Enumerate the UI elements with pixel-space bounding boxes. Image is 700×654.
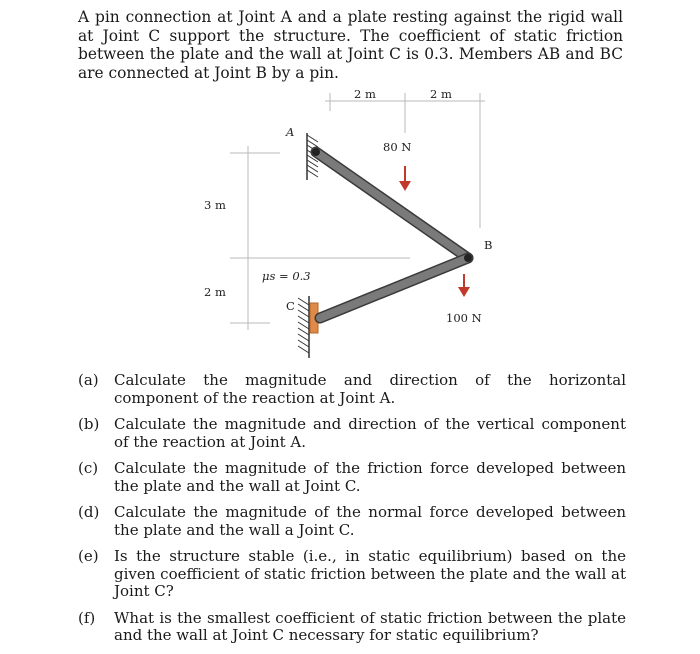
member-bc — [320, 258, 468, 318]
force-label-100n: 100 N — [446, 311, 482, 325]
pin-b — [464, 254, 472, 262]
dim-top-left: 2 m — [354, 87, 376, 101]
dim-left-lower: 2 m — [204, 285, 226, 299]
question-item — [78, 460, 626, 495]
question-item — [78, 610, 626, 645]
question-text: Is the structure stable (i.e., in static equilibrium) based on the given coefficient of static friction between the plate and the wall at Joint C? — [114, 547, 626, 600]
question-text: Calculate the magnitude of the friction force developed between the plate and the wall at Joint C. — [114, 459, 626, 495]
force-arrow-100n — [458, 274, 470, 297]
joint-b-label: B — [484, 238, 493, 252]
question-label: (f) — [78, 608, 96, 627]
question-list — [78, 372, 626, 654]
pin-a — [312, 148, 320, 156]
dimension-lines — [230, 93, 485, 330]
force-label-80n: 80 N — [383, 140, 412, 154]
question-label: (a) — [78, 371, 99, 389]
question-text: Calculate the magnitude of the normal force developed between the plate and the wall a Joint C. — [114, 503, 626, 539]
question-label: (d) — [78, 503, 100, 521]
question-text: Calculate the magnitude and direction of the horizontal component of the reaction at Joint A. — [114, 371, 626, 407]
joint-a-label: A — [286, 125, 295, 139]
question-label: (c) — [78, 459, 99, 477]
question-label: (b) — [78, 415, 100, 433]
question-text: Calculate the magnitude and direction of the vertical component of the reaction at Joint A. — [114, 415, 626, 451]
structure-figure — [190, 78, 510, 368]
question-text: What is the smallest coefficient of static friction between the plate and the wall at Joint C necessary for static equilibrium? — [114, 608, 626, 644]
question-item — [78, 504, 626, 539]
question-item — [78, 548, 626, 601]
member-ab — [316, 152, 468, 258]
problem-statement: A pin connection at Joint A and a plate resting against the rigid wall at Joint C support the structure. The coefficient of static friction between the plate and the wall at Joint C is 0.3. Members AB and BC are connected at Joint B by a pin. — [78, 8, 623, 82]
dim-left-upper: 3 m — [204, 198, 226, 212]
friction-label: μs = 0.3 — [262, 269, 311, 283]
question-item — [78, 372, 626, 407]
question-item — [78, 416, 626, 451]
joint-c-label: C — [286, 299, 295, 313]
question-label: (e) — [78, 547, 99, 565]
force-arrow-80n — [399, 166, 411, 191]
wall-c-hatch — [298, 296, 309, 358]
dim-top-right: 2 m — [430, 87, 452, 101]
